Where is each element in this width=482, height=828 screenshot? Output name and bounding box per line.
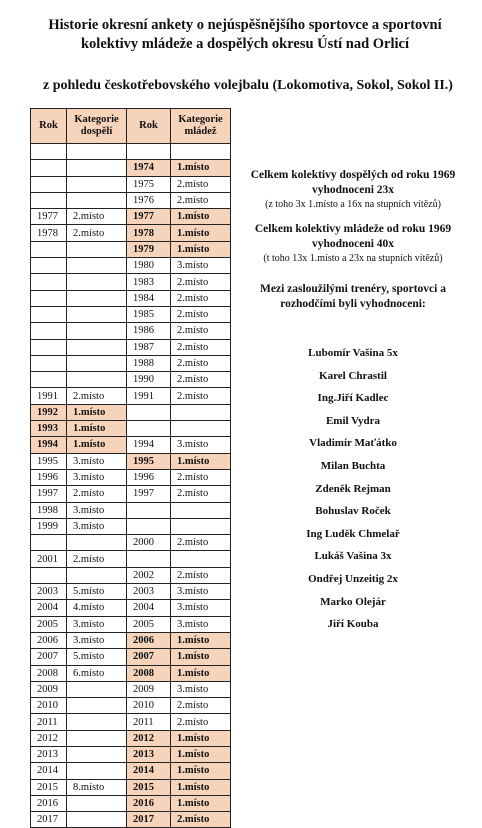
people-intro-line1: Mezi zasloužilými trenéry, sportovci a: [260, 283, 446, 295]
person-item: Milan Buchta: [320, 459, 386, 472]
adult-year-cell: 2001: [31, 551, 67, 567]
youth-year-cell: 1975: [127, 176, 171, 192]
adult-year-cell: 1991: [31, 388, 67, 404]
adult-summary-detail: (z toho 3x 1.místo a 16x na stupních vítězů): [265, 199, 441, 210]
adult-result-cell: [67, 795, 127, 811]
adult-result-cell: [67, 339, 127, 355]
adult-result-cell: [67, 160, 127, 176]
youth-year-cell: [127, 518, 171, 534]
adult-result-cell: [67, 290, 127, 306]
youth-year-cell: 1974: [127, 160, 171, 176]
youth-year-cell: [127, 144, 171, 160]
adult-year-cell: 2013: [31, 746, 67, 762]
header-category-youth: [171, 109, 231, 144]
youth-year-cell: 2014: [127, 763, 171, 779]
header-category-youth-line1: Kategorie: [178, 114, 223, 125]
table-row: [31, 486, 231, 502]
youth-result-cell: 1.místo: [171, 160, 231, 176]
person-item: Ondřej Unzeitig 2x: [308, 572, 398, 585]
youth-result-cell: 2.místo: [171, 714, 231, 730]
person-item: Ing.Jiří Kadlec: [317, 392, 389, 405]
youth-year-cell: 2002: [127, 567, 171, 583]
adult-result-cell: 2.místo: [67, 225, 127, 241]
adult-year-cell: 1992: [31, 404, 67, 420]
person-item: Lukáš Vašina 3x: [314, 550, 392, 563]
youth-result-cell: 1.místo: [171, 453, 231, 469]
adult-year-cell: 2009: [31, 681, 67, 697]
youth-year-cell: 2006: [127, 632, 171, 648]
youth-year-cell: 1979: [127, 241, 171, 257]
header-category-adult-line2: dospělí: [80, 126, 113, 137]
adult-summary: [248, 168, 458, 212]
table-row: [31, 241, 231, 257]
table-row: [31, 812, 231, 828]
youth-result-cell: [171, 404, 231, 420]
adult-result-cell: 3.místo: [67, 518, 127, 534]
adult-result-cell: [67, 241, 127, 257]
youth-year-cell: 1991: [127, 388, 171, 404]
youth-year-cell: 2013: [127, 746, 171, 762]
youth-year-cell: 1985: [127, 306, 171, 322]
adult-year-cell: [31, 274, 67, 290]
table-row: [31, 258, 231, 274]
adult-year-cell: [31, 323, 67, 339]
table-row: [31, 763, 231, 779]
youth-result-cell: 1.místo: [171, 779, 231, 795]
person-item: Karel Chrastil: [319, 369, 387, 382]
adult-year-cell: 2005: [31, 616, 67, 632]
youth-result-cell: 2.místo: [171, 698, 231, 714]
youth-result-cell: 2.místo: [171, 388, 231, 404]
youth-result-cell: 2.místo: [171, 372, 231, 388]
adult-result-cell: 2.místo: [67, 209, 127, 225]
adult-result-cell: 1.místo: [67, 421, 127, 437]
adult-summary-line1: Celkem kolektivy dospělých od roku 1969: [250, 169, 456, 181]
adult-result-cell: [67, 698, 127, 714]
table-row: [31, 518, 231, 534]
people-list: [248, 345, 458, 639]
adult-year-cell: 2006: [31, 632, 67, 648]
youth-summary-line1: Celkem kolektivy mládeže od roku 1969: [254, 223, 452, 235]
youth-result-cell: 1.místo: [171, 209, 231, 225]
youth-result-cell: 1.místo: [171, 746, 231, 762]
youth-year-cell: 1984: [127, 290, 171, 306]
adult-result-cell: [67, 763, 127, 779]
table-row: [31, 469, 231, 485]
adult-result-cell: [67, 535, 127, 551]
adult-year-cell: [31, 567, 67, 583]
youth-year-cell: [127, 404, 171, 420]
youth-year-cell: 1977: [127, 209, 171, 225]
table-row: [31, 176, 231, 192]
youth-year-cell: 1983: [127, 274, 171, 290]
youth-year-cell: 2010: [127, 698, 171, 714]
youth-year-cell: 2015: [127, 779, 171, 795]
youth-summary-line2: vyhodnoceni 40x: [311, 238, 395, 250]
table-row: [31, 355, 231, 371]
youth-result-cell: 3.místo: [171, 616, 231, 632]
table-row: [31, 779, 231, 795]
people-intro-line2: rozhodčími byli vyhodnoceni:: [280, 298, 426, 310]
youth-year-cell: [127, 551, 171, 567]
youth-year-cell: 2017: [127, 812, 171, 828]
youth-result-cell: 3.místo: [171, 437, 231, 453]
youth-result-cell: 2.místo: [171, 355, 231, 371]
youth-result-cell: [171, 518, 231, 534]
adult-year-cell: 1977: [31, 209, 67, 225]
adult-result-cell: 1.místo: [67, 404, 127, 420]
table-row: [31, 421, 231, 437]
youth-year-cell: 2003: [127, 584, 171, 600]
adult-year-cell: [31, 144, 67, 160]
person-item: Marko Olejár: [320, 595, 386, 608]
youth-result-cell: 1.místo: [171, 225, 231, 241]
table-row: [31, 209, 231, 225]
table-row: [31, 567, 231, 583]
youth-result-cell: 2.místo: [171, 812, 231, 828]
adult-year-cell: [31, 176, 67, 192]
youth-year-cell: 1997: [127, 486, 171, 502]
youth-year-cell: 1990: [127, 372, 171, 388]
person-item: Bohuslav Roček: [315, 505, 391, 518]
youth-year-cell: [127, 421, 171, 437]
adult-result-cell: 2.místo: [67, 388, 127, 404]
adult-result-cell: [67, 355, 127, 371]
youth-year-cell: 1995: [127, 453, 171, 469]
adult-year-cell: [31, 160, 67, 176]
results-table: [30, 108, 231, 828]
adult-year-cell: 2015: [31, 779, 67, 795]
adult-result-cell: [67, 192, 127, 208]
adult-year-cell: 2007: [31, 649, 67, 665]
youth-year-cell: 2016: [127, 795, 171, 811]
youth-year-cell: 1996: [127, 469, 171, 485]
adult-result-cell: [67, 372, 127, 388]
adult-year-cell: 2012: [31, 730, 67, 746]
adult-year-cell: 2010: [31, 698, 67, 714]
adult-result-cell: 1.místo: [67, 437, 127, 453]
table-row: [31, 665, 231, 681]
table-row: [31, 795, 231, 811]
table-row: [31, 600, 231, 616]
youth-result-cell: 1.místo: [171, 763, 231, 779]
youth-result-cell: 3.místo: [171, 600, 231, 616]
youth-result-cell: 1.místo: [171, 730, 231, 746]
table-row: [31, 730, 231, 746]
adult-result-cell: [67, 730, 127, 746]
adult-year-cell: 2016: [31, 795, 67, 811]
adult-result-cell: 6.místo: [67, 665, 127, 681]
youth-result-cell: [171, 551, 231, 567]
adult-year-cell: [31, 192, 67, 208]
adult-result-cell: [67, 681, 127, 697]
table-row: [31, 535, 231, 551]
adult-year-cell: 1978: [31, 225, 67, 241]
youth-result-cell: 2.místo: [171, 486, 231, 502]
table-row: [31, 746, 231, 762]
person-item: Vladimír Maťátko: [309, 437, 397, 450]
document-subtitle: z pohledu českotřebovského volejbalu (Lokomotiva, Sokol, Sokol II.): [43, 78, 453, 93]
youth-result-cell: 2.místo: [171, 290, 231, 306]
youth-year-cell: 2012: [127, 730, 171, 746]
youth-summary-detail: (t toho 13x 1.místo a 23x na stupních vítězů): [263, 253, 443, 264]
adult-result-cell: [67, 258, 127, 274]
youth-year-cell: 1980: [127, 258, 171, 274]
table-row: [31, 160, 231, 176]
adult-year-cell: 1994: [31, 437, 67, 453]
person-item: Jiří Kouba: [327, 618, 379, 631]
adult-result-cell: [67, 323, 127, 339]
table-row: [31, 632, 231, 648]
adult-result-cell: [67, 176, 127, 192]
adult-year-cell: [31, 355, 67, 371]
adult-result-cell: [67, 714, 127, 730]
person-item: Zdeněk Rejman: [315, 482, 391, 495]
youth-result-cell: 2.místo: [171, 274, 231, 290]
youth-result-cell: 3.místo: [171, 584, 231, 600]
person-item: Ing Luděk Chmelař: [306, 527, 400, 540]
document-title: [20, 16, 470, 54]
youth-result-cell: 2.místo: [171, 176, 231, 192]
youth-year-cell: 2008: [127, 665, 171, 681]
youth-result-cell: 3.místo: [171, 258, 231, 274]
table-row: [31, 388, 231, 404]
youth-year-cell: [127, 502, 171, 518]
adult-year-cell: [31, 339, 67, 355]
youth-year-cell: 1988: [127, 355, 171, 371]
adult-year-cell: 1997: [31, 486, 67, 502]
people-intro: [248, 282, 458, 312]
youth-result-cell: 2.místo: [171, 535, 231, 551]
youth-result-cell: 2.místo: [171, 469, 231, 485]
adult-result-cell: 4.místo: [67, 600, 127, 616]
table-row: [31, 372, 231, 388]
youth-result-cell: [171, 502, 231, 518]
youth-year-cell: 1976: [127, 192, 171, 208]
adult-result-cell: 3.místo: [67, 502, 127, 518]
adult-result-cell: [67, 746, 127, 762]
youth-result-cell: 2.místo: [171, 323, 231, 339]
table-row: [31, 714, 231, 730]
adult-result-cell: [67, 567, 127, 583]
person-item: Lubomír Vašina 5x: [308, 347, 398, 359]
adult-year-cell: 2011: [31, 714, 67, 730]
table-row: [31, 225, 231, 241]
adult-result-cell: [67, 306, 127, 322]
adult-year-cell: 1995: [31, 453, 67, 469]
youth-result-cell: 2.místo: [171, 567, 231, 583]
table-row: [31, 551, 231, 567]
header-rok-adult: Rok: [31, 109, 67, 144]
adult-year-cell: [31, 372, 67, 388]
adult-year-cell: 2017: [31, 812, 67, 828]
youth-year-cell: 1987: [127, 339, 171, 355]
table-row: [31, 681, 231, 697]
adult-result-cell: 2.místo: [67, 551, 127, 567]
adult-year-cell: 1999: [31, 518, 67, 534]
table-row: [31, 404, 231, 420]
table-header-row: [31, 109, 231, 144]
adult-result-cell: [67, 812, 127, 828]
table-row: [31, 274, 231, 290]
results-body: [31, 144, 231, 828]
youth-year-cell: 1994: [127, 437, 171, 453]
adult-year-cell: 1998: [31, 502, 67, 518]
table-row: [31, 323, 231, 339]
adult-summary-line2: vyhodnoceni 23x: [311, 184, 395, 196]
youth-result-cell: 1.místo: [171, 795, 231, 811]
youth-year-cell: 2007: [127, 649, 171, 665]
table-row: [31, 144, 231, 160]
table-row: [31, 698, 231, 714]
youth-result-cell: [171, 421, 231, 437]
person-item: Emil Vydra: [325, 414, 381, 427]
table-row: [31, 502, 231, 518]
header-category-adult-line1: Kategorie: [74, 114, 119, 125]
adult-result-cell: 3.místo: [67, 632, 127, 648]
table-row: [31, 192, 231, 208]
table-row: [31, 437, 231, 453]
header-rok-youth: Rok: [127, 109, 171, 144]
adult-result-cell: 5.místo: [67, 649, 127, 665]
youth-year-cell: 2009: [127, 681, 171, 697]
adult-year-cell: [31, 241, 67, 257]
table-row: [31, 616, 231, 632]
adult-year-cell: 2004: [31, 600, 67, 616]
youth-result-cell: [171, 144, 231, 160]
title-line-2: kolektivy mládeže a dospělých okresu Ústí nad Orlicí: [80, 36, 409, 52]
youth-result-cell: 2.místo: [171, 306, 231, 322]
adult-year-cell: [31, 535, 67, 551]
youth-year-cell: 1986: [127, 323, 171, 339]
table-row: [31, 584, 231, 600]
youth-result-cell: 1.místo: [171, 649, 231, 665]
title-line-1: Historie okresní ankety o nejúspěšnějšího sportovce a sportovní: [48, 17, 442, 33]
adult-result-cell: [67, 144, 127, 160]
youth-year-cell: 2000: [127, 535, 171, 551]
youth-year-cell: 1978: [127, 225, 171, 241]
table-row: [31, 453, 231, 469]
header-category-youth-line2: mládež: [184, 126, 217, 137]
adult-year-cell: 1996: [31, 469, 67, 485]
youth-year-cell: 2005: [127, 616, 171, 632]
youth-result-cell: 3.místo: [171, 681, 231, 697]
youth-result-cell: 1.místo: [171, 665, 231, 681]
youth-year-cell: 2004: [127, 600, 171, 616]
adult-year-cell: 1993: [31, 421, 67, 437]
adult-result-cell: 3.místo: [67, 616, 127, 632]
youth-result-cell: 1.místo: [171, 241, 231, 257]
adult-result-cell: [67, 274, 127, 290]
table-row: [31, 306, 231, 322]
youth-result-cell: 1.místo: [171, 632, 231, 648]
header-category-adult: [67, 109, 127, 144]
table-row: [31, 649, 231, 665]
adult-year-cell: [31, 258, 67, 274]
adult-year-cell: 2014: [31, 763, 67, 779]
youth-summary: [248, 222, 458, 266]
adult-result-cell: 3.místo: [67, 469, 127, 485]
table-row: [31, 290, 231, 306]
adult-year-cell: [31, 290, 67, 306]
adult-result-cell: 2.místo: [67, 486, 127, 502]
adult-result-cell: 5.místo: [67, 584, 127, 600]
youth-year-cell: 2011: [127, 714, 171, 730]
adult-year-cell: 2008: [31, 665, 67, 681]
youth-result-cell: 2.místo: [171, 192, 231, 208]
adult-year-cell: [31, 306, 67, 322]
adult-result-cell: 3.místo: [67, 453, 127, 469]
table-row: [31, 339, 231, 355]
adult-year-cell: 2003: [31, 584, 67, 600]
youth-result-cell: 2.místo: [171, 339, 231, 355]
adult-result-cell: 8.místo: [67, 779, 127, 795]
